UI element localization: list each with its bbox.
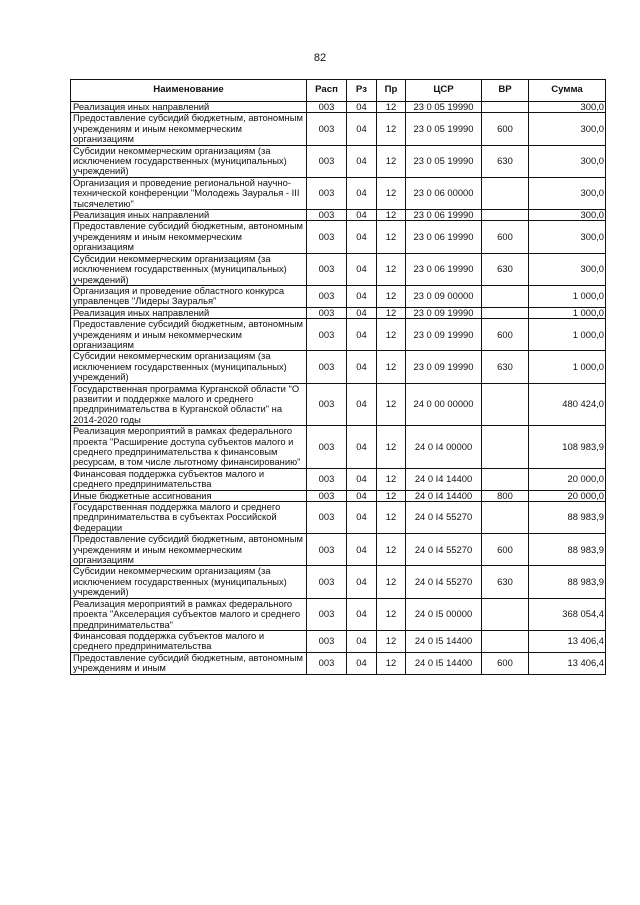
cell-csr: 23 0 09 19990 xyxy=(406,307,482,318)
cell-pr: 12 xyxy=(377,630,406,652)
cell-rasp: 003 xyxy=(307,253,347,285)
cell-pr: 12 xyxy=(377,307,406,318)
cell-sum: 88 983,9 xyxy=(529,566,606,598)
cell-rasp: 003 xyxy=(307,307,347,318)
cell-rz: 04 xyxy=(347,210,377,221)
cell-vr: 630 xyxy=(482,351,529,383)
cell-vr: 630 xyxy=(482,145,529,177)
cell-vr xyxy=(482,630,529,652)
cell-rz: 04 xyxy=(347,490,377,501)
cell-name: Субсидии некоммерческим организациям (за исключением государственных (муниципальных) учреждений) xyxy=(71,351,307,383)
table-row xyxy=(71,490,606,501)
cell-csr: 24 0 I4 55270 xyxy=(406,534,482,566)
cell-vr xyxy=(482,468,529,490)
cell-pr: 12 xyxy=(377,145,406,177)
cell-name: Реализация мероприятий в рамках федерального проекта "Акселерация субъектов малого и среднего предпринимательства" xyxy=(71,598,307,630)
cell-pr: 12 xyxy=(377,598,406,630)
cell-rz: 04 xyxy=(347,502,377,534)
cell-rz: 04 xyxy=(347,285,377,307)
table-row xyxy=(71,145,606,177)
table-row xyxy=(71,210,606,221)
cell-vr xyxy=(482,210,529,221)
cell-rz: 04 xyxy=(347,566,377,598)
cell-rz: 04 xyxy=(347,307,377,318)
cell-pr: 12 xyxy=(377,490,406,501)
cell-vr xyxy=(482,285,529,307)
cell-sum: 13 406,4 xyxy=(529,652,606,674)
cell-vr: 600 xyxy=(482,652,529,674)
cell-pr: 12 xyxy=(377,210,406,221)
cell-rz: 04 xyxy=(347,177,377,209)
cell-csr: 24 0 I5 14400 xyxy=(406,630,482,652)
cell-csr: 24 0 I4 00000 xyxy=(406,426,482,469)
cell-rasp: 003 xyxy=(307,113,347,145)
cell-name: Субсидии некоммерческим организациям (за исключением государственных (муниципальных) учреждений) xyxy=(71,253,307,285)
cell-name: Иные бюджетные ассигнования xyxy=(71,490,307,501)
cell-sum: 1 000,0 xyxy=(529,351,606,383)
cell-rz: 04 xyxy=(347,319,377,351)
cell-name: Субсидии некоммерческим организациям (за исключением государственных (муниципальных) учреждений) xyxy=(71,566,307,598)
table-row xyxy=(71,351,606,383)
header-name: Наименование xyxy=(71,80,307,102)
cell-csr: 23 0 05 19990 xyxy=(406,113,482,145)
cell-rasp: 003 xyxy=(307,534,347,566)
cell-csr: 24 0 I5 00000 xyxy=(406,598,482,630)
table-row xyxy=(71,598,606,630)
cell-csr: 23 0 09 19990 xyxy=(406,351,482,383)
cell-name: Реализация иных направлений xyxy=(71,307,307,318)
cell-rz: 04 xyxy=(347,426,377,469)
cell-csr: 24 0 I4 14400 xyxy=(406,490,482,501)
cell-sum: 20 000,0 xyxy=(529,468,606,490)
table-row xyxy=(71,307,606,318)
cell-pr: 12 xyxy=(377,253,406,285)
cell-sum: 88 983,9 xyxy=(529,502,606,534)
cell-name: Предоставление субсидий бюджетным, автономным учреждениям и иным xyxy=(71,652,307,674)
table-row xyxy=(71,221,606,253)
cell-vr xyxy=(482,383,529,426)
cell-pr: 12 xyxy=(377,383,406,426)
table-row xyxy=(71,566,606,598)
cell-sum: 300,0 xyxy=(529,177,606,209)
cell-sum: 1 000,0 xyxy=(529,307,606,318)
cell-pr: 12 xyxy=(377,351,406,383)
table-row xyxy=(71,630,606,652)
cell-rz: 04 xyxy=(347,145,377,177)
cell-csr: 23 0 06 19990 xyxy=(406,253,482,285)
table-row xyxy=(71,383,606,426)
cell-pr: 12 xyxy=(377,221,406,253)
cell-csr: 24 0 I4 55270 xyxy=(406,566,482,598)
table-row xyxy=(71,285,606,307)
table-row xyxy=(71,426,606,469)
cell-rasp: 003 xyxy=(307,468,347,490)
cell-sum: 108 983,9 xyxy=(529,426,606,469)
cell-rasp: 003 xyxy=(307,319,347,351)
cell-csr: 24 0 I4 55270 xyxy=(406,502,482,534)
cell-name: Предоставление субсидий бюджетным, автономным учреждениям и иным некоммерческим организациям xyxy=(71,113,307,145)
cell-name: Предоставление субсидий бюджетным, автономным учреждениям и иным некоммерческим организациям xyxy=(71,534,307,566)
cell-pr: 12 xyxy=(377,113,406,145)
cell-csr: 23 0 09 00000 xyxy=(406,285,482,307)
cell-pr: 12 xyxy=(377,502,406,534)
table-row xyxy=(71,102,606,113)
cell-sum: 300,0 xyxy=(529,102,606,113)
table-row xyxy=(71,502,606,534)
cell-vr xyxy=(482,102,529,113)
table-row xyxy=(71,319,606,351)
cell-rasp: 003 xyxy=(307,351,347,383)
cell-vr xyxy=(482,598,529,630)
cell-vr: 630 xyxy=(482,253,529,285)
cell-rasp: 003 xyxy=(307,210,347,221)
cell-csr: 23 0 05 19990 xyxy=(406,145,482,177)
cell-sum: 368 054,4 xyxy=(529,598,606,630)
cell-sum: 300,0 xyxy=(529,113,606,145)
cell-rz: 04 xyxy=(347,102,377,113)
cell-rasp: 003 xyxy=(307,490,347,501)
cell-rasp: 003 xyxy=(307,145,347,177)
cell-sum: 88 983,9 xyxy=(529,534,606,566)
page-number: 82 xyxy=(313,52,327,64)
cell-csr: 24 0 I5 14400 xyxy=(406,652,482,674)
cell-name: Финансовая поддержка субъектов малого и среднего предпринимательства xyxy=(71,468,307,490)
cell-csr: 23 0 06 19990 xyxy=(406,210,482,221)
budget-table xyxy=(70,79,606,675)
cell-rasp: 003 xyxy=(307,102,347,113)
header-rasp: Расп xyxy=(307,80,347,102)
table-row xyxy=(71,534,606,566)
cell-rz: 04 xyxy=(347,652,377,674)
cell-name: Предоставление субсидий бюджетным, автономным учреждениям и иным некоммерческим организациям xyxy=(71,221,307,253)
cell-vr: 600 xyxy=(482,221,529,253)
header-rz: Рз xyxy=(347,80,377,102)
cell-sum: 13 406,4 xyxy=(529,630,606,652)
cell-vr xyxy=(482,177,529,209)
cell-rasp: 003 xyxy=(307,383,347,426)
cell-name: Финансовая поддержка субъектов малого и среднего предпринимательства xyxy=(71,630,307,652)
table-row xyxy=(71,177,606,209)
cell-name: Государственная поддержка малого и среднего предпринимательства в субъектах Российской Федерации xyxy=(71,502,307,534)
cell-csr: 23 0 06 00000 xyxy=(406,177,482,209)
cell-sum: 300,0 xyxy=(529,145,606,177)
cell-name: Организация и проведение областного конкурса управленцев "Лидеры Зауралья" xyxy=(71,285,307,307)
cell-rasp: 003 xyxy=(307,598,347,630)
cell-name: Реализация мероприятий в рамках федерального проекта "Расширение доступа субъектов малого и среднего предпринимательства к финансовым ресурсам, в том числе льготному финансированию" xyxy=(71,426,307,469)
cell-vr: 600 xyxy=(482,319,529,351)
cell-rz: 04 xyxy=(347,468,377,490)
table-row xyxy=(71,253,606,285)
table-header-row xyxy=(71,80,606,102)
cell-vr: 600 xyxy=(482,113,529,145)
cell-name: Реализация иных направлений xyxy=(71,210,307,221)
cell-pr: 12 xyxy=(377,285,406,307)
cell-pr: 12 xyxy=(377,102,406,113)
cell-sum: 20 000,0 xyxy=(529,490,606,501)
cell-rasp: 003 xyxy=(307,630,347,652)
cell-name: Предоставление субсидий бюджетным, автономным учреждениям и иным некоммерческим организациям xyxy=(71,319,307,351)
cell-pr: 12 xyxy=(377,426,406,469)
cell-sum: 300,0 xyxy=(529,210,606,221)
cell-sum: 1 000,0 xyxy=(529,285,606,307)
cell-vr: 600 xyxy=(482,534,529,566)
cell-name: Организация и проведение региональной научно-технической конференции "Молодежь Зауралья - III тысячелетию" xyxy=(71,177,307,209)
cell-csr: 24 0 I4 14400 xyxy=(406,468,482,490)
cell-vr: 800 xyxy=(482,490,529,501)
cell-rasp: 003 xyxy=(307,426,347,469)
cell-sum: 300,0 xyxy=(529,253,606,285)
cell-csr: 23 0 05 19990 xyxy=(406,102,482,113)
cell-csr: 23 0 06 19990 xyxy=(406,221,482,253)
cell-rasp: 003 xyxy=(307,652,347,674)
cell-name: Субсидии некоммерческим организациям (за исключением государственных (муниципальных) учреждений) xyxy=(71,145,307,177)
cell-pr: 12 xyxy=(377,468,406,490)
cell-vr xyxy=(482,502,529,534)
cell-rz: 04 xyxy=(347,253,377,285)
cell-csr: 23 0 09 19990 xyxy=(406,319,482,351)
cell-csr: 24 0 00 00000 xyxy=(406,383,482,426)
cell-rz: 04 xyxy=(347,113,377,145)
cell-rz: 04 xyxy=(347,383,377,426)
table-row xyxy=(71,113,606,145)
header-csr: ЦСР xyxy=(406,80,482,102)
cell-rasp: 003 xyxy=(307,285,347,307)
cell-sum: 1 000,0 xyxy=(529,319,606,351)
cell-rasp: 003 xyxy=(307,177,347,209)
table-row xyxy=(71,652,606,674)
cell-pr: 12 xyxy=(377,319,406,351)
cell-rz: 04 xyxy=(347,630,377,652)
header-pr: Пр xyxy=(377,80,406,102)
header-vr: ВР xyxy=(482,80,529,102)
cell-rz: 04 xyxy=(347,598,377,630)
table-row xyxy=(71,468,606,490)
cell-rz: 04 xyxy=(347,534,377,566)
cell-vr xyxy=(482,307,529,318)
cell-pr: 12 xyxy=(377,566,406,598)
header-sum: Сумма xyxy=(529,80,606,102)
cell-sum: 480 424,0 xyxy=(529,383,606,426)
cell-name: Реализация иных направлений xyxy=(71,102,307,113)
cell-rasp: 003 xyxy=(307,221,347,253)
cell-pr: 12 xyxy=(377,652,406,674)
cell-name: Государственная программа Курганской области "О развитии и поддержке малого и среднего предпринимательства в Курганской области" на 2014-2020 годы xyxy=(71,383,307,426)
cell-vr: 630 xyxy=(482,566,529,598)
cell-pr: 12 xyxy=(377,177,406,209)
cell-sum: 300,0 xyxy=(529,221,606,253)
cell-rasp: 003 xyxy=(307,566,347,598)
cell-rasp: 003 xyxy=(307,502,347,534)
cell-pr: 12 xyxy=(377,534,406,566)
cell-vr xyxy=(482,426,529,469)
cell-rz: 04 xyxy=(347,221,377,253)
cell-rz: 04 xyxy=(347,351,377,383)
